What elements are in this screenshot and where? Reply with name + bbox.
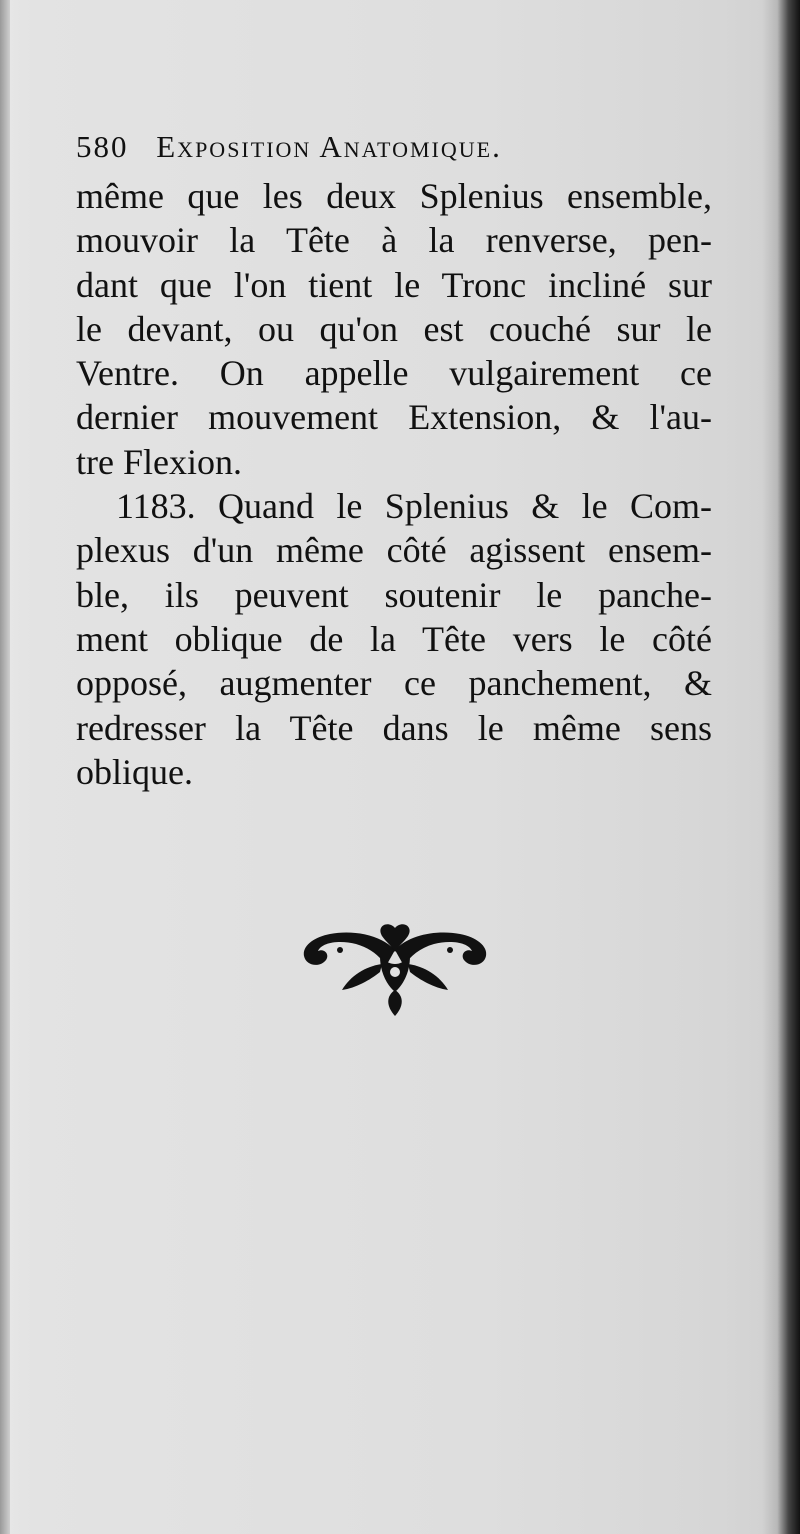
body-line: ment oblique de la Tête vers le côté xyxy=(76,618,712,659)
text-block xyxy=(76,124,712,794)
fleuron-ornament-icon xyxy=(300,920,490,1020)
page-right-edge-shadow xyxy=(762,0,800,1534)
running-head xyxy=(76,124,712,170)
body-line: tre Flexion. xyxy=(76,441,242,482)
body-line: redresser la Tête dans le même sens xyxy=(76,707,712,748)
body-line: même que les deux Splenius ensemble, xyxy=(76,176,712,216)
body-line: le devant, ou qu'on est couché sur le xyxy=(76,308,712,349)
running-title: Exposition Anatomique. xyxy=(156,129,502,164)
page-number: 580 xyxy=(76,129,129,164)
page-left-edge xyxy=(0,0,10,1534)
body-line: ble, ils peuvent soutenir le panche- xyxy=(76,574,712,615)
body-line: mouvoir la Tête à la renverse, pen- xyxy=(76,220,712,261)
body-line: plexus d'un même côté agissent ensem- xyxy=(76,530,712,571)
paragraph-1183-start: 1183. Quand le Splenius & le Com- xyxy=(116,486,712,527)
body-line: dant que l'on tient le Tronc incliné sur xyxy=(76,264,712,305)
body-line: oblique. xyxy=(76,751,193,792)
body-line: opposé, augmenter ce panchement, & xyxy=(76,663,712,704)
body-line: Ventre. On appelle vulgairement ce xyxy=(76,353,712,394)
body-line: dernier mouvement Extension, & l'au- xyxy=(76,397,712,438)
